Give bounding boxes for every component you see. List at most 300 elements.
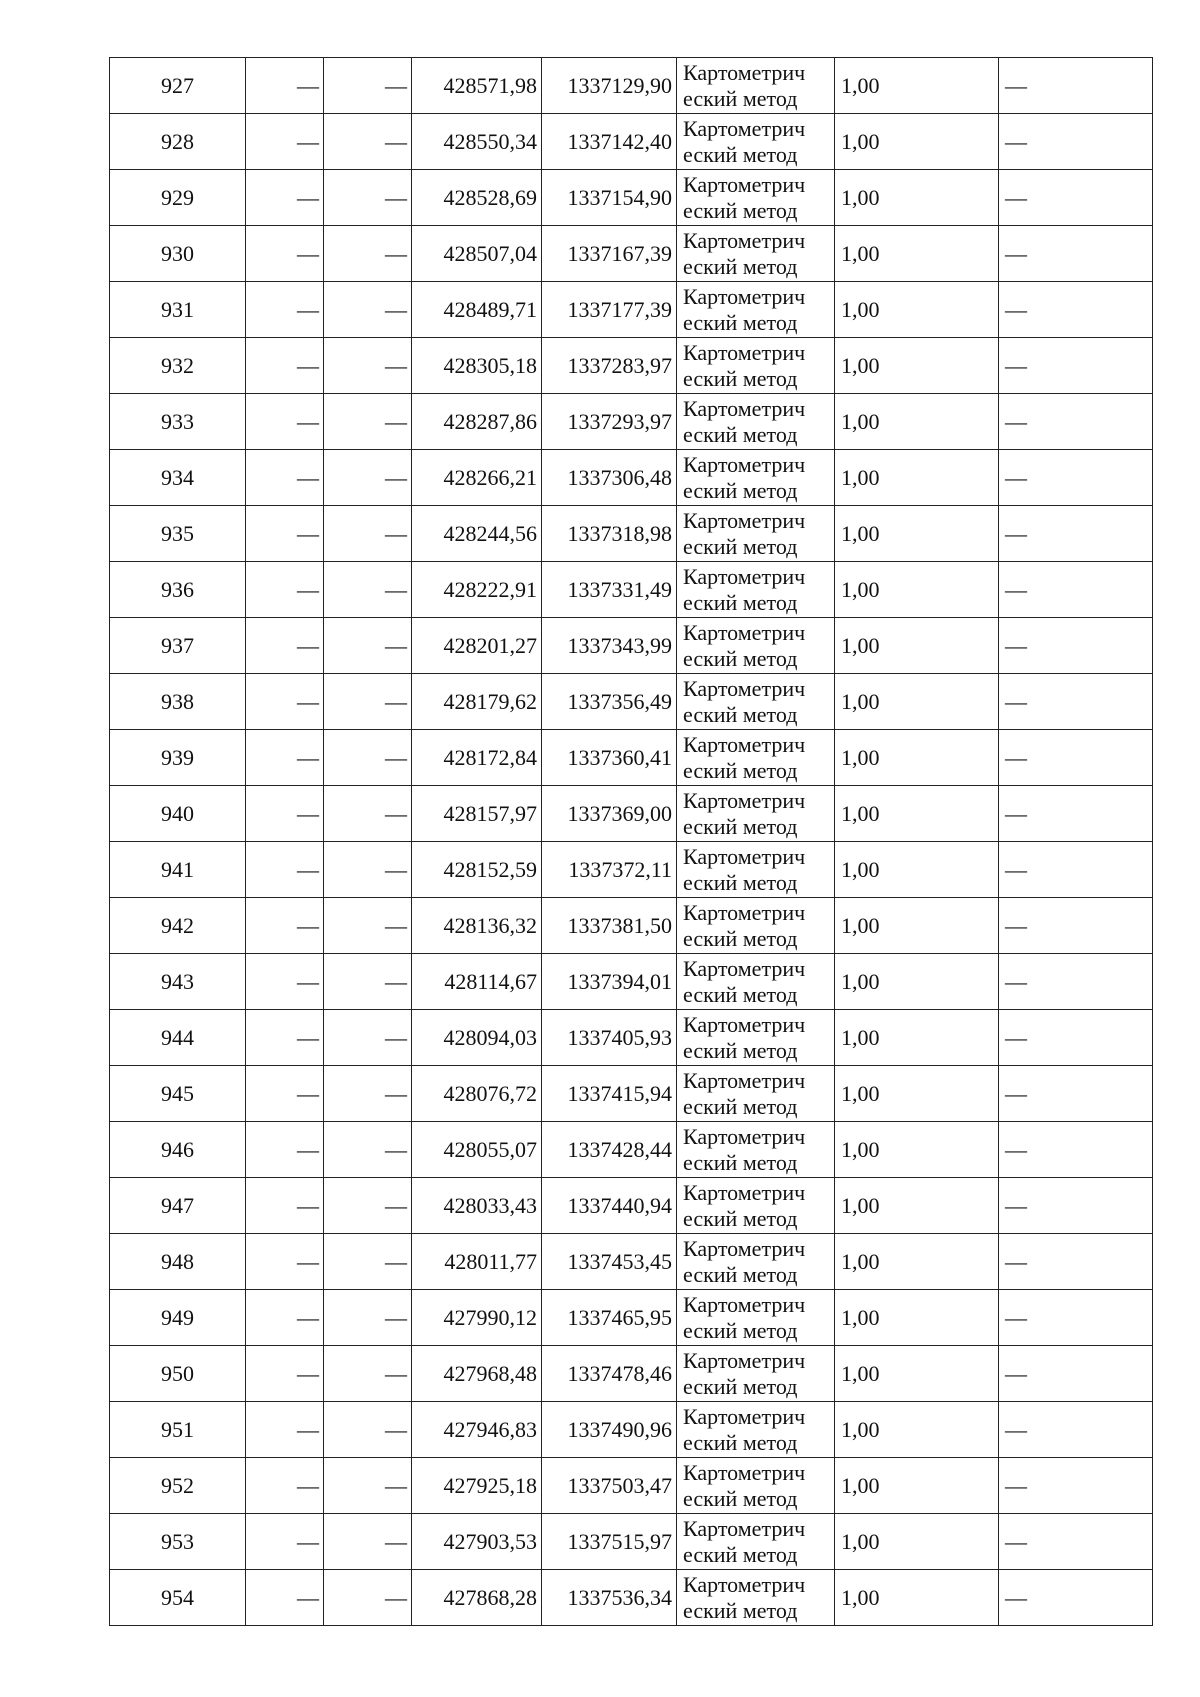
x-coordinate-cell: 428033,43 [412,1178,542,1234]
point-number-cell: 929 [110,170,246,226]
method-line-2: еский метод [683,701,798,727]
empty-dash-cell: — [246,1570,324,1626]
accuracy-cell: 1,00 [835,1178,999,1234]
x-coordinate-cell: 428114,67 [412,954,542,1010]
accuracy-cell: 1,00 [835,1402,999,1458]
method-line-1: Картометрич [683,227,806,253]
empty-dash-cell: — [324,226,412,282]
accuracy-cell: 1,00 [835,1290,999,1346]
table-row [110,786,1153,842]
table-row [110,338,1153,394]
method-cell [677,506,835,562]
point-number-cell: 937 [110,618,246,674]
method-cell [677,58,835,114]
empty-dash-cell: — [324,1290,412,1346]
empty-dash-cell: — [999,170,1153,226]
method-cell [677,1458,835,1514]
point-number-cell: 952 [110,1458,246,1514]
x-coordinate-cell: 427946,83 [412,1402,542,1458]
empty-dash-cell: — [324,1570,412,1626]
table-row [110,1290,1153,1346]
method-line-1: Картометрич [683,171,806,197]
y-coordinate-cell: 1337503,47 [542,1458,677,1514]
point-number-cell: 948 [110,1234,246,1290]
table-row [110,898,1153,954]
method-line-2: еский метод [683,1541,798,1567]
x-coordinate-cell: 428136,32 [412,898,542,954]
x-coordinate-cell: 428011,77 [412,1234,542,1290]
empty-dash-cell: — [999,226,1153,282]
table-row [110,1514,1153,1570]
empty-dash-cell: — [999,730,1153,786]
point-number-cell: 927 [110,58,246,114]
empty-dash-cell: — [246,730,324,786]
accuracy-cell: 1,00 [835,562,999,618]
table-row [110,1402,1153,1458]
x-coordinate-cell: 428157,97 [412,786,542,842]
method-line-2: еский метод [683,1149,798,1175]
empty-dash-cell: — [324,898,412,954]
point-number-cell: 935 [110,506,246,562]
point-number-cell: 949 [110,1290,246,1346]
x-coordinate-cell: 428094,03 [412,1010,542,1066]
empty-dash-cell: — [999,786,1153,842]
empty-dash-cell: — [324,1066,412,1122]
method-line-2: еский метод [683,1373,798,1399]
method-line-1: Картометрич [683,1123,806,1149]
accuracy-cell: 1,00 [835,1010,999,1066]
method-line-2: еский метод [683,85,798,111]
table-row [110,730,1153,786]
y-coordinate-cell: 1337394,01 [542,954,677,1010]
empty-dash-cell: — [999,450,1153,506]
method-line-2: еский метод [683,533,798,559]
empty-dash-cell: — [246,1458,324,1514]
point-number-cell: 946 [110,1122,246,1178]
method-line-1: Картометрич [683,787,806,813]
y-coordinate-cell: 1337306,48 [542,450,677,506]
x-coordinate-cell: 428550,34 [412,114,542,170]
empty-dash-cell: — [999,1178,1153,1234]
point-number-cell: 940 [110,786,246,842]
empty-dash-cell: — [246,674,324,730]
x-coordinate-cell: 428222,91 [412,562,542,618]
y-coordinate-cell: 1337453,45 [542,1234,677,1290]
method-line-1: Картометрич [683,395,806,421]
empty-dash-cell: — [246,1234,324,1290]
accuracy-cell: 1,00 [835,1122,999,1178]
empty-dash-cell: — [999,506,1153,562]
y-coordinate-cell: 1337405,93 [542,1010,677,1066]
y-coordinate-cell: 1337360,41 [542,730,677,786]
method-line-1: Картометрич [683,451,806,477]
point-number-cell: 934 [110,450,246,506]
accuracy-cell: 1,00 [835,338,999,394]
empty-dash-cell: — [246,58,324,114]
accuracy-cell: 1,00 [835,114,999,170]
x-coordinate-cell: 427968,48 [412,1346,542,1402]
x-coordinate-cell: 428305,18 [412,338,542,394]
y-coordinate-cell: 1337536,34 [542,1570,677,1626]
empty-dash-cell: — [246,450,324,506]
method-cell [677,1234,835,1290]
method-cell [677,898,835,954]
method-line-1: Картометрич [683,339,806,365]
method-cell [677,1066,835,1122]
point-number-cell: 945 [110,1066,246,1122]
point-number-cell: 936 [110,562,246,618]
method-line-1: Картометрич [683,955,806,981]
empty-dash-cell: — [999,898,1153,954]
y-coordinate-cell: 1337478,46 [542,1346,677,1402]
empty-dash-cell: — [999,954,1153,1010]
table-row [110,1066,1153,1122]
empty-dash-cell: — [246,1514,324,1570]
x-coordinate-cell: 428076,72 [412,1066,542,1122]
x-coordinate-cell: 427868,28 [412,1570,542,1626]
x-coordinate-cell: 428152,59 [412,842,542,898]
empty-dash-cell: — [246,1402,324,1458]
method-line-1: Картометрич [683,563,806,589]
x-coordinate-cell: 428172,84 [412,730,542,786]
accuracy-cell: 1,00 [835,786,999,842]
accuracy-cell: 1,00 [835,842,999,898]
y-coordinate-cell: 1337369,00 [542,786,677,842]
empty-dash-cell: — [246,506,324,562]
accuracy-cell: 1,00 [835,730,999,786]
empty-dash-cell: — [999,282,1153,338]
empty-dash-cell: — [999,1010,1153,1066]
empty-dash-cell: — [324,674,412,730]
accuracy-cell: 1,00 [835,954,999,1010]
empty-dash-cell: — [324,338,412,394]
empty-dash-cell: — [324,450,412,506]
method-line-1: Картометрич [683,1347,806,1373]
method-line-2: еский метод [683,1037,798,1063]
empty-dash-cell: — [999,1402,1153,1458]
method-line-1: Картометрич [683,1067,806,1093]
empty-dash-cell: — [246,954,324,1010]
x-coordinate-cell: 428507,04 [412,226,542,282]
empty-dash-cell: — [999,1458,1153,1514]
table-row [110,450,1153,506]
method-line-1: Картометрич [683,899,806,925]
x-coordinate-cell: 428489,71 [412,282,542,338]
method-cell [677,562,835,618]
y-coordinate-cell: 1337356,49 [542,674,677,730]
y-coordinate-cell: 1337142,40 [542,114,677,170]
method-line-1: Картометрич [683,115,806,141]
empty-dash-cell: — [999,1514,1153,1570]
method-line-2: еский метод [683,1597,798,1623]
method-line-2: еский метод [683,1429,798,1455]
empty-dash-cell: — [246,1178,324,1234]
empty-dash-cell: — [246,394,324,450]
accuracy-cell: 1,00 [835,506,999,562]
point-number-cell: 951 [110,1402,246,1458]
empty-dash-cell: — [246,282,324,338]
method-cell [677,1570,835,1626]
empty-dash-cell: — [999,562,1153,618]
accuracy-cell: 1,00 [835,58,999,114]
table-row [110,506,1153,562]
method-cell [677,1178,835,1234]
method-cell [677,618,835,674]
method-line-2: еский метод [683,197,798,223]
empty-dash-cell: — [999,1290,1153,1346]
method-line-1: Картометрич [683,1179,806,1205]
empty-dash-cell: — [324,954,412,1010]
x-coordinate-cell: 428179,62 [412,674,542,730]
table-row [110,954,1153,1010]
table-row [110,1346,1153,1402]
point-number-cell: 944 [110,1010,246,1066]
method-line-2: еский метод [683,309,798,335]
empty-dash-cell: — [324,1402,412,1458]
accuracy-cell: 1,00 [835,170,999,226]
method-line-2: еский метод [683,141,798,167]
point-number-cell: 950 [110,1346,246,1402]
table-row [110,114,1153,170]
accuracy-cell: 1,00 [835,450,999,506]
x-coordinate-cell: 427903,53 [412,1514,542,1570]
empty-dash-cell: — [999,338,1153,394]
y-coordinate-cell: 1337440,94 [542,1178,677,1234]
method-cell [677,1346,835,1402]
empty-dash-cell: — [324,58,412,114]
empty-dash-cell: — [246,170,324,226]
method-line-2: еский метод [683,1261,798,1287]
method-cell [677,1122,835,1178]
method-cell [677,1290,835,1346]
empty-dash-cell: — [999,1066,1153,1122]
y-coordinate-cell: 1337293,97 [542,394,677,450]
point-number-cell: 941 [110,842,246,898]
method-cell [677,282,835,338]
method-cell [677,1010,835,1066]
method-line-2: еский метод [683,1205,798,1231]
method-cell [677,786,835,842]
accuracy-cell: 1,00 [835,1514,999,1570]
accuracy-cell: 1,00 [835,674,999,730]
empty-dash-cell: — [324,506,412,562]
empty-dash-cell: — [324,1122,412,1178]
accuracy-cell: 1,00 [835,394,999,450]
x-coordinate-cell: 428244,56 [412,506,542,562]
empty-dash-cell: — [999,674,1153,730]
method-cell [677,842,835,898]
point-number-cell: 932 [110,338,246,394]
empty-dash-cell: — [999,394,1153,450]
method-cell [677,450,835,506]
table-row [110,1570,1153,1626]
method-line-1: Картометрич [683,283,806,309]
x-coordinate-cell: 428201,27 [412,618,542,674]
method-line-1: Картометрич [683,675,806,701]
method-line-1: Картометрич [683,1011,806,1037]
empty-dash-cell: — [246,1346,324,1402]
table-row [110,842,1153,898]
empty-dash-cell: — [246,338,324,394]
x-coordinate-cell: 428055,07 [412,1122,542,1178]
x-coordinate-cell: 428287,86 [412,394,542,450]
accuracy-cell: 1,00 [835,1234,999,1290]
y-coordinate-cell: 1337177,39 [542,282,677,338]
table-row [110,170,1153,226]
y-coordinate-cell: 1337428,44 [542,1122,677,1178]
point-number-cell: 943 [110,954,246,1010]
method-line-2: еский метод [683,1317,798,1343]
empty-dash-cell: — [324,786,412,842]
y-coordinate-cell: 1337167,39 [542,226,677,282]
empty-dash-cell: — [324,730,412,786]
empty-dash-cell: — [246,1010,324,1066]
method-cell [677,954,835,1010]
empty-dash-cell: — [999,1234,1153,1290]
point-number-cell: 930 [110,226,246,282]
empty-dash-cell: — [324,170,412,226]
method-line-2: еский метод [683,925,798,951]
table-row [110,1122,1153,1178]
y-coordinate-cell: 1337381,50 [542,898,677,954]
empty-dash-cell: — [324,1010,412,1066]
empty-dash-cell: — [246,562,324,618]
coordinates-table [109,57,1153,1626]
empty-dash-cell: — [324,1458,412,1514]
y-coordinate-cell: 1337343,99 [542,618,677,674]
method-line-2: еский метод [683,869,798,895]
x-coordinate-cell: 428266,21 [412,450,542,506]
empty-dash-cell: — [246,786,324,842]
accuracy-cell: 1,00 [835,1570,999,1626]
method-line-2: еский метод [683,589,798,615]
method-cell [677,226,835,282]
accuracy-cell: 1,00 [835,1346,999,1402]
table-row [110,618,1153,674]
empty-dash-cell: — [324,394,412,450]
empty-dash-cell: — [999,58,1153,114]
accuracy-cell: 1,00 [835,1458,999,1514]
empty-dash-cell: — [324,1234,412,1290]
table-row [110,1458,1153,1514]
method-cell [677,1514,835,1570]
accuracy-cell: 1,00 [835,282,999,338]
point-number-cell: 938 [110,674,246,730]
y-coordinate-cell: 1337465,95 [542,1290,677,1346]
empty-dash-cell: — [324,618,412,674]
method-line-2: еский метод [683,757,798,783]
method-line-1: Картометрич [683,1459,806,1485]
empty-dash-cell: — [246,898,324,954]
method-line-2: еский метод [683,253,798,279]
point-number-cell: 928 [110,114,246,170]
y-coordinate-cell: 1337318,98 [542,506,677,562]
point-number-cell: 942 [110,898,246,954]
table-row [110,58,1153,114]
method-cell [677,170,835,226]
method-cell [677,394,835,450]
method-line-1: Картометрич [683,1571,806,1597]
y-coordinate-cell: 1337490,96 [542,1402,677,1458]
method-line-1: Картометрич [683,1291,806,1317]
method-line-2: еский метод [683,1093,798,1119]
empty-dash-cell: — [999,1122,1153,1178]
method-line-2: еский метод [683,645,798,671]
x-coordinate-cell: 427925,18 [412,1458,542,1514]
empty-dash-cell: — [246,1290,324,1346]
table-row [110,1010,1153,1066]
point-number-cell: 933 [110,394,246,450]
point-number-cell: 939 [110,730,246,786]
accuracy-cell: 1,00 [835,1066,999,1122]
x-coordinate-cell: 428571,98 [412,58,542,114]
point-number-cell: 953 [110,1514,246,1570]
empty-dash-cell: — [246,226,324,282]
method-line-2: еский метод [683,1485,798,1511]
table-row [110,562,1153,618]
empty-dash-cell: — [246,618,324,674]
y-coordinate-cell: 1337283,97 [542,338,677,394]
y-coordinate-cell: 1337331,49 [542,562,677,618]
empty-dash-cell: — [999,618,1153,674]
x-coordinate-cell: 427990,12 [412,1290,542,1346]
x-coordinate-cell: 428528,69 [412,170,542,226]
empty-dash-cell: — [246,114,324,170]
accuracy-cell: 1,00 [835,618,999,674]
accuracy-cell: 1,00 [835,898,999,954]
method-line-1: Картометрич [683,1403,806,1429]
accuracy-cell: 1,00 [835,226,999,282]
empty-dash-cell: — [324,1178,412,1234]
y-coordinate-cell: 1337515,97 [542,1514,677,1570]
empty-dash-cell: — [999,842,1153,898]
y-coordinate-cell: 1337129,90 [542,58,677,114]
method-cell [677,114,835,170]
table-body [110,58,1153,1626]
empty-dash-cell: — [324,562,412,618]
empty-dash-cell: — [324,1346,412,1402]
y-coordinate-cell: 1337415,94 [542,1066,677,1122]
method-line-1: Картометрич [683,1515,806,1541]
table-row [110,394,1153,450]
method-line-2: еский метод [683,365,798,391]
empty-dash-cell: — [999,1346,1153,1402]
method-line-1: Картометрич [683,843,806,869]
method-cell [677,338,835,394]
empty-dash-cell: — [999,1570,1153,1626]
y-coordinate-cell: 1337372,11 [542,842,677,898]
method-line-2: еский метод [683,477,798,503]
method-cell [677,1402,835,1458]
method-line-2: еский метод [683,421,798,447]
y-coordinate-cell: 1337154,90 [542,170,677,226]
method-line-2: еский метод [683,813,798,839]
method-line-1: Картометрич [683,59,806,85]
table-row [110,282,1153,338]
method-line-1: Картометрич [683,1235,806,1261]
method-line-1: Картометрич [683,731,806,757]
method-line-2: еский метод [683,981,798,1007]
empty-dash-cell: — [246,1122,324,1178]
table-row [110,1178,1153,1234]
method-line-1: Картометрич [683,619,806,645]
empty-dash-cell: — [324,842,412,898]
method-cell [677,674,835,730]
empty-dash-cell: — [246,1066,324,1122]
empty-dash-cell: — [324,1514,412,1570]
point-number-cell: 954 [110,1570,246,1626]
table-row [110,1234,1153,1290]
